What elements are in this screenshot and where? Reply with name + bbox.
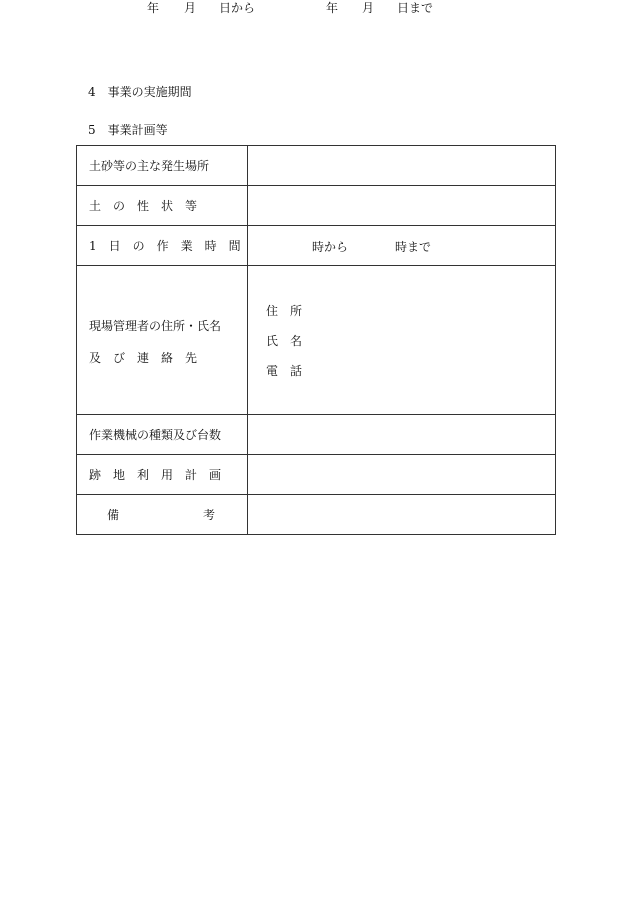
table-row — [77, 186, 556, 226]
row-label-soil-source: 土砂等の主な発生場所 — [77, 146, 248, 186]
row-label-land-use-plan: 跡 地 利 用 計 画 — [77, 455, 248, 495]
period-to-year: 年 — [326, 1, 339, 15]
row-value-machinery[interactable] — [248, 415, 556, 455]
phone-label: 電 話 — [266, 364, 303, 378]
row-label-work-hours: 1 日 の 作 業 時 間 — [77, 226, 248, 266]
address-label: 住 所 — [266, 304, 303, 318]
row-value-soil-source[interactable] — [248, 146, 556, 186]
period-to-day: 日まで — [397, 1, 434, 15]
section-5-heading: 5 事業計画等 — [88, 123, 168, 137]
period-from-month: 月 — [184, 1, 197, 15]
table-row — [77, 495, 556, 535]
period-from-day: 日から — [219, 1, 256, 15]
row-value-site-manager[interactable] — [248, 266, 556, 415]
period-to-month: 月 — [362, 1, 375, 15]
implementation-period — [0, 0, 630, 16]
row-value-remarks[interactable] — [248, 495, 556, 535]
business-plan-table — [76, 145, 556, 535]
site-manager-label-line1: 現場管理者の住所・氏名 — [89, 319, 222, 333]
work-hours-to: 時まで — [395, 240, 432, 254]
row-value-soil-properties[interactable] — [248, 186, 556, 226]
row-label-soil-properties: 土 の 性 状 等 — [77, 186, 248, 226]
table-row — [77, 226, 556, 266]
table-row — [77, 266, 556, 415]
work-hours-from: 時から — [312, 240, 349, 254]
row-label-site-manager — [77, 266, 248, 415]
site-manager-label-line2: 及 び 連 絡 先 — [89, 351, 198, 365]
row-value-land-use-plan[interactable] — [248, 455, 556, 495]
row-label-machinery: 作業機械の種類及び台数 — [77, 415, 248, 455]
table-row — [77, 146, 556, 186]
row-value-work-hours[interactable] — [248, 226, 556, 266]
row-label-remarks: 備 考 — [77, 495, 248, 535]
period-from-year: 年 — [147, 1, 160, 15]
table-row — [77, 415, 556, 455]
table-row — [77, 455, 556, 495]
name-label: 氏 名 — [266, 334, 303, 348]
section-4-heading: 4 事業の実施期間 — [88, 85, 192, 99]
